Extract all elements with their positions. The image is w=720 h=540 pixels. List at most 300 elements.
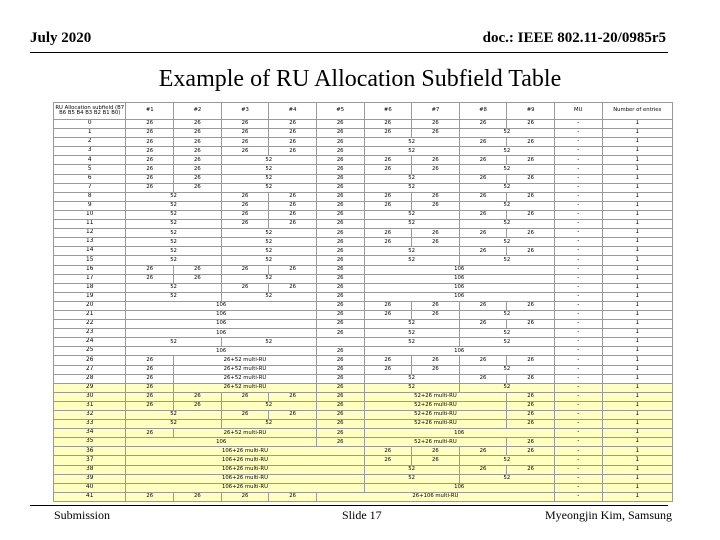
ru-cell: 26 xyxy=(126,429,174,438)
entries-value: 1 xyxy=(602,201,672,210)
ru-cell: 26 xyxy=(126,374,174,383)
table-row xyxy=(54,329,673,338)
ru-allocation-value: 27 xyxy=(54,365,126,374)
ru-allocation-value: 10 xyxy=(54,210,126,219)
table-row xyxy=(54,301,673,310)
table-row xyxy=(54,401,673,410)
entries-value: 1 xyxy=(602,247,672,256)
column-header-ru-1: #1 xyxy=(126,103,174,120)
ru-cell: 26 xyxy=(507,356,555,365)
ru-cell: 26 xyxy=(221,129,269,138)
entries-value: 1 xyxy=(602,174,672,183)
ru-cell: 106+26 multi-RU xyxy=(126,465,364,474)
ru-cell: 52 xyxy=(459,238,554,247)
ru-cell: 26 xyxy=(507,374,555,383)
ru-cell: 26 xyxy=(507,210,555,219)
table-row xyxy=(54,274,673,283)
ru-allocation-value: 20 xyxy=(54,301,126,310)
ru-cell: 52 xyxy=(459,338,554,347)
ru-cell: 26 xyxy=(316,238,364,247)
table-row xyxy=(54,129,673,138)
header-doc-id: doc.: IEEE 802.11-20/0985r5 xyxy=(482,30,666,46)
ru-cell: 26 xyxy=(316,247,364,256)
mu-value: - xyxy=(554,229,602,238)
ru-allocation-value: 41 xyxy=(54,492,126,501)
entries-value: 1 xyxy=(602,347,672,356)
ru-allocation-value: 37 xyxy=(54,456,126,465)
ru-cell: 26 xyxy=(316,365,364,374)
ru-cell: 52 xyxy=(221,229,316,238)
ru-cell: 52 xyxy=(364,247,459,256)
ru-cell: 26 xyxy=(316,183,364,192)
ru-cell: 52 xyxy=(221,174,316,183)
entries-value: 1 xyxy=(602,320,672,329)
ru-cell: 26 xyxy=(316,429,364,438)
ru-cell: 26 xyxy=(412,120,460,129)
ru-cell: 26 xyxy=(126,401,174,410)
ru-cell: 26 xyxy=(364,156,412,165)
table-row xyxy=(54,492,673,501)
mu-value: - xyxy=(554,483,602,492)
entries-value: 1 xyxy=(602,438,672,447)
table-header-row xyxy=(54,103,673,120)
ru-cell: 26 xyxy=(174,129,222,138)
ru-cell: 26 xyxy=(269,220,317,229)
entries-value: 1 xyxy=(602,274,672,283)
column-header-ru-4: #4 xyxy=(269,103,317,120)
ru-cell: 52 xyxy=(364,256,459,265)
table-row xyxy=(54,338,673,347)
ru-cell: 26 xyxy=(507,120,555,129)
entries-value: 1 xyxy=(602,456,672,465)
ru-cell: 26 xyxy=(459,229,507,238)
ru-allocation-value: 25 xyxy=(54,347,126,356)
mu-value: - xyxy=(554,347,602,356)
column-header-ru-8: #8 xyxy=(459,103,507,120)
ru-cell: 52 xyxy=(126,247,221,256)
ru-cell: 106 xyxy=(364,265,554,274)
ru-cell: 52 xyxy=(364,474,459,483)
ru-allocation-value: 39 xyxy=(54,474,126,483)
ru-allocation-value: 15 xyxy=(54,256,126,265)
ru-cell: 26 xyxy=(316,329,364,338)
ru-cell: 26 xyxy=(364,356,412,365)
ru-cell: 26+52 multi-RU xyxy=(174,356,317,365)
ru-cell: 26 xyxy=(269,147,317,156)
table-row xyxy=(54,347,673,356)
ru-cell: 26 xyxy=(221,192,269,201)
entries-value: 1 xyxy=(602,329,672,338)
ru-cell: 26 xyxy=(459,356,507,365)
ru-allocation-value: 3 xyxy=(54,147,126,156)
table-row xyxy=(54,374,673,383)
entries-value: 1 xyxy=(602,138,672,147)
mu-value: - xyxy=(554,210,602,219)
mu-value: - xyxy=(554,265,602,274)
ru-cell: 26 xyxy=(316,274,364,283)
ru-cell: 52 xyxy=(126,201,221,210)
ru-cell: 26 xyxy=(269,201,317,210)
ru-cell: 52 xyxy=(221,156,316,165)
mu-value: - xyxy=(554,247,602,256)
ru-allocation-value: 38 xyxy=(54,465,126,474)
ru-cell: 26 xyxy=(174,183,222,192)
entries-value: 1 xyxy=(602,229,672,238)
ru-cell: 26 xyxy=(269,138,317,147)
entries-value: 1 xyxy=(602,210,672,219)
table-row xyxy=(54,365,673,374)
ru-cell: 26 xyxy=(412,156,460,165)
ru-cell: 52 xyxy=(221,292,316,301)
ru-cell: 26 xyxy=(412,165,460,174)
ru-cell: 26 xyxy=(221,392,269,401)
table-row xyxy=(54,383,673,392)
ru-cell: 106 xyxy=(364,274,554,283)
mu-value: - xyxy=(554,383,602,392)
ru-cell: 106+26 multi-RU xyxy=(126,447,364,456)
header-date: July 2020 xyxy=(30,30,92,46)
page-title: Example of RU Allocation Subfield Table xyxy=(158,66,562,92)
table-row xyxy=(54,120,673,129)
table-row xyxy=(54,210,673,219)
ru-cell: 26 xyxy=(174,138,222,147)
ru-allocation-value: 22 xyxy=(54,320,126,329)
entries-value: 1 xyxy=(602,292,672,301)
mu-value: - xyxy=(554,301,602,310)
ru-allocation-value: 29 xyxy=(54,383,126,392)
ru-allocation-value: 12 xyxy=(54,229,126,238)
ru-cell: 52 xyxy=(459,183,554,192)
ru-cell: 52 xyxy=(126,192,221,201)
ru-cell: 26 xyxy=(459,174,507,183)
ru-cell: 26 xyxy=(174,392,222,401)
ru-cell: 26 xyxy=(459,247,507,256)
ru-cell: 26 xyxy=(221,147,269,156)
mu-value: - xyxy=(554,120,602,129)
ru-cell: 52 xyxy=(459,310,554,319)
ru-allocation-value: 0 xyxy=(54,120,126,129)
mu-value: - xyxy=(554,320,602,329)
ru-cell: 26+52 multi-RU xyxy=(174,365,317,374)
ru-cell: 52 xyxy=(221,274,316,283)
mu-value: - xyxy=(554,156,602,165)
ru-cell: 26+52 multi-RU xyxy=(174,374,317,383)
ru-cell: 26 xyxy=(316,192,364,201)
mu-value: - xyxy=(554,474,602,483)
ru-cell: 52 xyxy=(126,238,221,247)
ru-cell: 26 xyxy=(126,492,174,501)
ru-cell: 26 xyxy=(221,120,269,129)
ru-cell: 52 xyxy=(364,220,459,229)
ru-cell: 26 xyxy=(126,174,174,183)
ru-cell: 26 xyxy=(412,310,460,319)
ru-cell: 52 xyxy=(364,374,459,383)
ru-cell: 26 xyxy=(174,274,222,283)
ru-cell: 52 xyxy=(459,456,554,465)
ru-cell: 26 xyxy=(507,447,555,456)
ru-cell: 52 xyxy=(221,183,316,192)
mu-value: - xyxy=(554,492,602,501)
table-row xyxy=(54,229,673,238)
ru-cell: 26 xyxy=(316,129,364,138)
entries-value: 1 xyxy=(602,401,672,410)
ru-cell: 26 xyxy=(316,147,364,156)
ru-cell: 52 xyxy=(364,183,459,192)
ru-cell: 26 xyxy=(269,492,317,501)
ru-cell: 26 xyxy=(364,229,412,238)
column-header-ru-2: #2 xyxy=(174,103,222,120)
ru-cell: 26 xyxy=(316,156,364,165)
ru-cell: 26 xyxy=(126,138,174,147)
ru-cell: 106+26 multi-RU xyxy=(126,483,364,492)
ru-cell: 26 xyxy=(507,320,555,329)
table-row xyxy=(54,238,673,247)
ru-cell: 26 xyxy=(459,465,507,474)
ru-cell: 52 xyxy=(126,420,221,429)
entries-value: 1 xyxy=(602,492,672,501)
ru-cell: 52 xyxy=(364,147,459,156)
entries-value: 1 xyxy=(602,365,672,374)
ru-cell: 26 xyxy=(126,129,174,138)
ru-cell: 26 xyxy=(507,438,555,447)
mu-value: - xyxy=(554,401,602,410)
mu-value: - xyxy=(554,338,602,347)
entries-value: 1 xyxy=(602,429,672,438)
ru-cell: 52 xyxy=(364,174,459,183)
ru-cell: 52 xyxy=(126,411,221,420)
entries-value: 1 xyxy=(602,283,672,292)
ru-cell: 26 xyxy=(459,138,507,147)
ru-cell: 106+26 multi-RU xyxy=(126,456,364,465)
ru-cell: 52 xyxy=(459,147,554,156)
table-row xyxy=(54,310,673,319)
ru-cell: 26 xyxy=(126,356,174,365)
ru-cell: 26 xyxy=(126,383,174,392)
ru-allocation-value: 35 xyxy=(54,438,126,447)
mu-value: - xyxy=(554,220,602,229)
ru-cell: 26 xyxy=(364,365,412,374)
ru-cell: 26 xyxy=(316,383,364,392)
ru-cell: 26 xyxy=(269,210,317,219)
ru-allocation-value: 32 xyxy=(54,411,126,420)
ru-cell: 26 xyxy=(221,210,269,219)
ru-cell: 52 xyxy=(221,256,316,265)
ru-cell: 26 xyxy=(459,301,507,310)
ru-cell: 52 xyxy=(459,365,554,374)
ru-cell: 52 xyxy=(459,474,554,483)
mu-value: - xyxy=(554,256,602,265)
ru-cell: 26 xyxy=(174,147,222,156)
ru-cell: 52 xyxy=(364,320,459,329)
ru-cell: 26 xyxy=(507,247,555,256)
mu-value: - xyxy=(554,392,602,401)
ru-cell: 26 xyxy=(316,301,364,310)
ru-cell: 52 xyxy=(126,283,221,292)
ru-cell: 106 xyxy=(126,347,316,356)
entries-value: 1 xyxy=(602,474,672,483)
table-row xyxy=(54,474,673,483)
entries-value: 1 xyxy=(602,120,672,129)
ru-cell: 52 xyxy=(459,201,554,210)
ru-allocation-value: 8 xyxy=(54,192,126,201)
ru-allocation-value: 36 xyxy=(54,447,126,456)
table-row xyxy=(54,483,673,492)
column-header-mu: MU xyxy=(554,103,602,120)
ru-cell: 26+52 multi-RU xyxy=(174,429,317,438)
ru-allocation-value: 5 xyxy=(54,165,126,174)
ru-cell: 52+26 multi-RU xyxy=(364,401,507,410)
ru-allocation-value: 2 xyxy=(54,138,126,147)
ru-cell: 26 xyxy=(221,492,269,501)
ru-allocation-value: 23 xyxy=(54,329,126,338)
table-row xyxy=(54,392,673,401)
entries-value: 1 xyxy=(602,220,672,229)
ru-cell: 26 xyxy=(459,120,507,129)
ru-cell: 26 xyxy=(412,238,460,247)
ru-cell: 26 xyxy=(126,120,174,129)
ru-cell: 106 xyxy=(364,429,554,438)
entries-value: 1 xyxy=(602,338,672,347)
ru-allocation-value: 33 xyxy=(54,420,126,429)
ru-cell: 26 xyxy=(412,456,460,465)
ru-cell: 26 xyxy=(412,129,460,138)
ru-cell: 26 xyxy=(316,347,364,356)
ru-cell: 26 xyxy=(316,374,364,383)
mu-value: - xyxy=(554,356,602,365)
table-row xyxy=(54,429,673,438)
ru-allocation-value: 34 xyxy=(54,429,126,438)
ru-cell: 52 xyxy=(221,238,316,247)
ru-cell: 26 xyxy=(507,411,555,420)
ru-cell: 52 xyxy=(459,329,554,338)
ru-cell: 26 xyxy=(364,120,412,129)
ru-cell: 52 xyxy=(364,138,459,147)
ru-cell: 26 xyxy=(507,229,555,238)
entries-value: 1 xyxy=(602,383,672,392)
ru-cell: 26 xyxy=(126,274,174,283)
ru-cell: 26 xyxy=(507,192,555,201)
ru-cell: 26 xyxy=(269,411,317,420)
entries-value: 1 xyxy=(602,129,672,138)
ru-cell: 26 xyxy=(269,283,317,292)
footer-divider xyxy=(30,505,668,506)
mu-value: - xyxy=(554,183,602,192)
ru-cell: 26 xyxy=(316,310,364,319)
ru-cell: 26 xyxy=(316,201,364,210)
ru-cell: 26 xyxy=(316,265,364,274)
column-header-ru-7: #7 xyxy=(412,103,460,120)
ru-cell: 106 xyxy=(364,292,554,301)
ru-cell: 26 xyxy=(459,320,507,329)
mu-value: - xyxy=(554,138,602,147)
entries-value: 1 xyxy=(602,147,672,156)
table-row xyxy=(54,438,673,447)
entries-value: 1 xyxy=(602,238,672,247)
table-row xyxy=(54,320,673,329)
ru-cell: 52 xyxy=(459,165,554,174)
footer-slide-number: Slide 17 xyxy=(342,508,382,522)
mu-value: - xyxy=(554,438,602,447)
ru-cell: 26+52 multi-RU xyxy=(174,383,317,392)
ru-cell: 52 xyxy=(221,338,316,347)
ru-allocation-value: 24 xyxy=(54,338,126,347)
table-row xyxy=(54,420,673,429)
ru-cell: 26 xyxy=(316,320,364,329)
entries-value: 1 xyxy=(602,356,672,365)
ru-cell: 26 xyxy=(221,265,269,274)
ru-cell: 26 xyxy=(174,165,222,174)
ru-cell: 26 xyxy=(221,201,269,210)
ru-cell: 26 xyxy=(507,138,555,147)
table-row xyxy=(54,156,673,165)
ru-cell: 26 xyxy=(507,392,555,401)
ru-cell: 52 xyxy=(126,220,221,229)
ru-cell: 26 xyxy=(316,438,364,447)
ru-cell: 26 xyxy=(412,447,460,456)
ru-cell: 52 xyxy=(221,420,316,429)
ru-allocation-value: 9 xyxy=(54,201,126,210)
ru-cell: 26 xyxy=(316,165,364,174)
mu-value: - xyxy=(554,329,602,338)
table-row xyxy=(54,247,673,256)
ru-cell xyxy=(316,338,364,347)
entries-value: 1 xyxy=(602,183,672,192)
ru-cell: 26 xyxy=(126,165,174,174)
mu-value: - xyxy=(554,174,602,183)
mu-value: - xyxy=(554,420,602,429)
mu-value: - xyxy=(554,274,602,283)
ru-cell: 106 xyxy=(126,310,316,319)
ru-cell: 26 xyxy=(126,265,174,274)
ru-cell: 26 xyxy=(174,265,222,274)
ru-cell: 26 xyxy=(364,301,412,310)
ru-cell: 26 xyxy=(316,392,364,401)
ru-allocation-value: 21 xyxy=(54,310,126,319)
entries-value: 1 xyxy=(602,447,672,456)
ru-cell: 26 xyxy=(412,365,460,374)
ru-cell: 26 xyxy=(316,229,364,238)
table-row xyxy=(54,265,673,274)
ru-cell: 26 xyxy=(174,120,222,129)
ru-cell: 26 xyxy=(507,301,555,310)
column-header-ru-5: #5 xyxy=(316,103,364,120)
header-divider xyxy=(30,52,668,53)
entries-value: 1 xyxy=(602,483,672,492)
ru-cell: 52 xyxy=(364,329,459,338)
column-header-ru-3: #3 xyxy=(221,103,269,120)
mu-value: - xyxy=(554,129,602,138)
table-row xyxy=(54,192,673,201)
table-row xyxy=(54,283,673,292)
ru-cell: 26 xyxy=(316,210,364,219)
mu-value: - xyxy=(554,456,602,465)
ru-cell: 106 xyxy=(126,329,316,338)
ru-allocation-value: 26 xyxy=(54,356,126,365)
table-row xyxy=(54,292,673,301)
ru-cell: 26 xyxy=(174,174,222,183)
ru-cell: 52+26 multi-RU xyxy=(364,420,507,429)
ru-cell: 106+26 multi-RU xyxy=(126,474,364,483)
ru-cell: 26 xyxy=(269,192,317,201)
ru-cell: 106 xyxy=(364,283,554,292)
ru-cell: 26 xyxy=(316,256,364,265)
ru-cell: 26 xyxy=(364,129,412,138)
ru-allocation-value: 1 xyxy=(54,129,126,138)
mu-value: - xyxy=(554,365,602,374)
entries-value: 1 xyxy=(602,192,672,201)
table-row xyxy=(54,147,673,156)
column-header-entries: Number of entries xyxy=(602,103,672,120)
